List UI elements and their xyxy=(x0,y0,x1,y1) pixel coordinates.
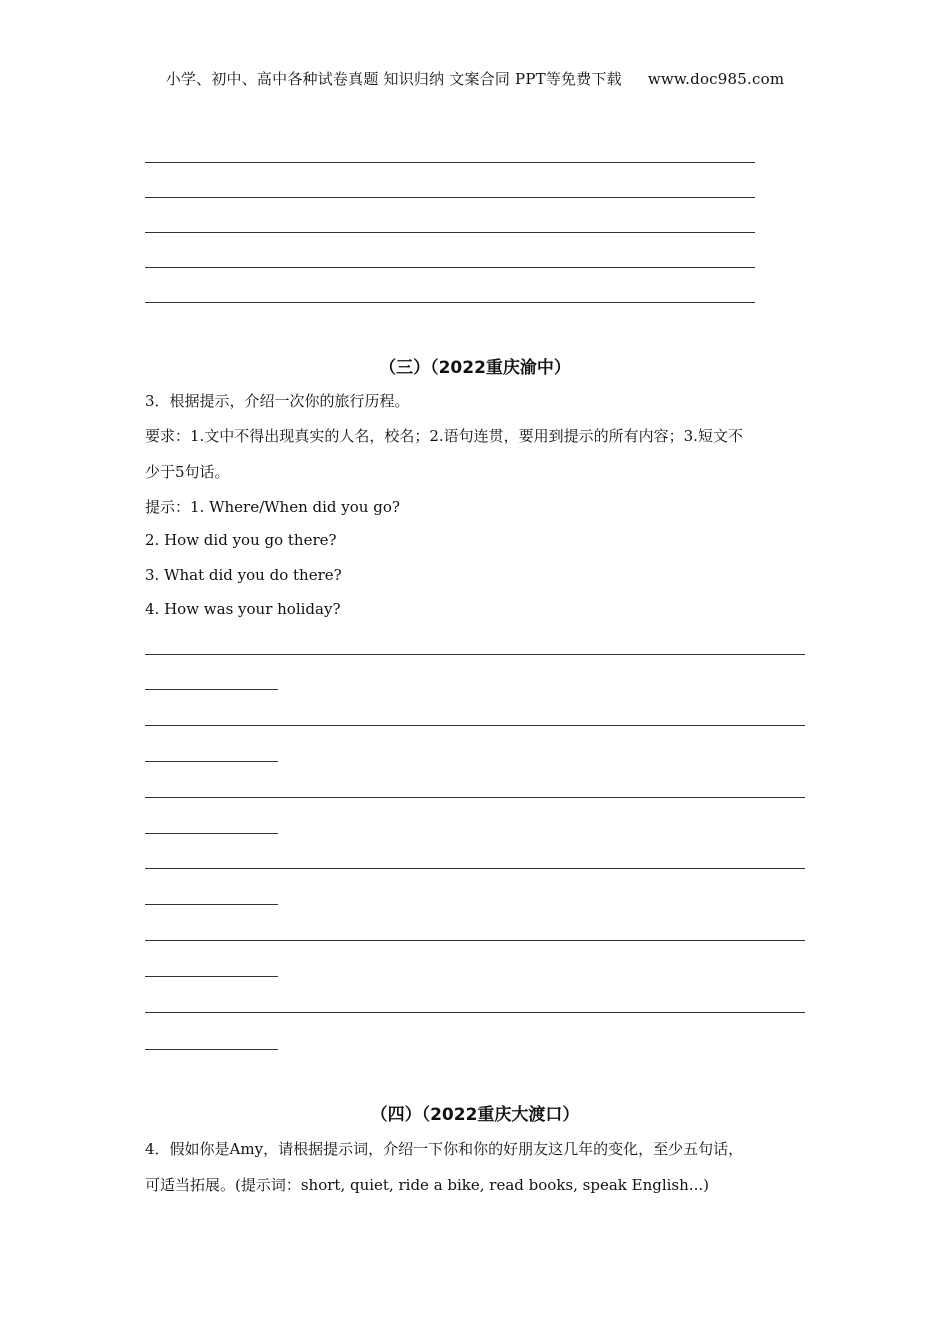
answer-line xyxy=(145,232,755,233)
answer-line-short xyxy=(145,833,278,834)
answer-line-short xyxy=(145,1049,278,1050)
header-site: www.doc985.com xyxy=(647,70,785,88)
hint-text: 3. What did you do there? xyxy=(145,566,342,584)
answer-line xyxy=(145,654,805,655)
requirement-text: 少于5句话。 xyxy=(145,463,230,481)
page-header xyxy=(0,68,950,89)
answer-line xyxy=(145,868,805,869)
answer-line xyxy=(145,267,755,268)
answer-line xyxy=(145,1012,805,1013)
answer-line xyxy=(145,162,755,163)
hint-text: 2. How did you go there? xyxy=(145,531,337,549)
section-title: （三）（2022重庆渝中） xyxy=(379,358,571,378)
answer-line xyxy=(145,302,755,303)
answer-line-short xyxy=(145,904,278,905)
question-text: 可适当拓展。(提示词：short, quiet, ride a bike, read books, speak English...) xyxy=(145,1176,709,1194)
section-title: （四）（2022重庆大渡口） xyxy=(370,1105,580,1125)
question-text: 3．根据提示，介绍一次你的旅行历程。 xyxy=(145,392,410,410)
answer-line xyxy=(145,797,805,798)
hint-text: 4. How was your holiday? xyxy=(145,600,341,618)
requirement-text: 要求：1.文中不得出现真实的人名，校名；2.语句连贯，要用到提示的所有内容；3.短文不 xyxy=(145,427,743,445)
answer-line-short xyxy=(145,976,278,977)
answer-line xyxy=(145,197,755,198)
question-text: 4．假如你是Amy，请根据提示词，介绍一下你和你的好朋友这几年的变化，至少五句话， xyxy=(145,1140,744,1158)
answer-line xyxy=(145,725,805,726)
answer-line-short xyxy=(145,689,278,690)
answer-line xyxy=(145,940,805,941)
answer-line-short xyxy=(145,761,278,762)
hint-text: 提示：1. Where/When did you go? xyxy=(145,498,400,516)
header-text: 小学、初中、高中各种试卷真题 知识归纳 文案合同 PPT等免费下载 xyxy=(165,70,622,88)
